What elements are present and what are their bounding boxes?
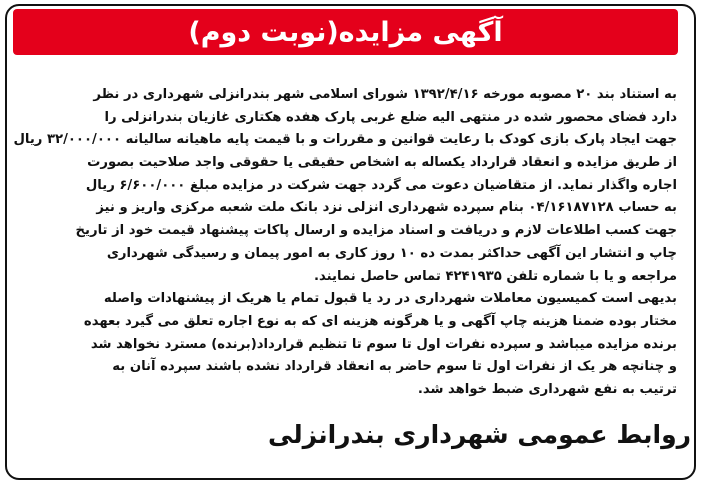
notice-line-3: جهت ایجاد پارک بازی کودک با رعایت قوانین و مقررات و با قیمت پایه ماهیانه سالیانه ۳۲/۰۰۰/۰۰۰ ریال <box>13 132 677 148</box>
notice-line-2: دارد فضای محصور شده در منتهی الیه ضلع غربی پارک هفده هکتاری غازیان بندرانزلی را <box>104 109 677 125</box>
notice-line-1: به استناد بند ۲۰ مصوبه مورخه ۱۳۹۲/۴/۱۶ شورای اسلامی شهر بندرانزلی شهرداری در نظر <box>93 87 677 102</box>
notice-line-13: و چنانچه هر یک از نفرات اول تا سوم حاضر به انعقاد قرارداد نشده باشند سپرده آنان به <box>112 359 677 375</box>
notice-body <box>12 84 677 402</box>
notice-title-banner <box>13 9 678 55</box>
notice-line-4: از طریق مزایده و انعقاد قرارداد یکساله به اشخاص حقیقی یا حقوقی واجد صلاحیت بصورت <box>87 155 677 171</box>
notice-title: آگهی مزایده(نوبت دوم) <box>188 16 503 48</box>
notice-line-6: به حساب ۰۴/۱۶۱۸۷۱۲۸ بنام سپرده شهرداری انزلی نزد بانک ملت شعبه مرکزی واریز و نیز <box>96 200 677 216</box>
notice-line-10: بدیهی است کمیسیون معاملات شهرداری در رد یا قبول تمام یا هریک از پیشنهادات واصله <box>103 291 677 307</box>
notice-line-11: مختار بوده ضمنا هزینه چاپ آگهی و یا هرگونه هزینه ای که به نوع اجاره تعلق می گیرد بعهده <box>83 313 677 329</box>
notice-signature: روابط عمومی شهرداری بندرانزلی <box>267 420 691 449</box>
notice-line-5: اجاره واگذار نماید. از متقاضیان دعوت می گردد جهت شرکت در مزایده مبلغ ۶/۶۰۰/۰۰۰ ریال <box>85 177 677 193</box>
notice-line-14: ترتیب به نفع شهرداری ضبط خواهد شد. <box>417 381 677 397</box>
notice-line-9: مراجعه و یا با شماره تلفن ۴۲۴۱۹۳۵ تماس حاصل نمایند. <box>314 268 677 284</box>
notice-line-8: چاپ و انتشار این آگهی حداکثر بمدت ده ۱۰ روز کاری به امور پیمان و رسیدگی شهرداری <box>106 245 677 261</box>
notice-line-7: جهت کسب اطلاعات لازم و دریافت و اسناد مزایده و ارسال پاکات پیشنهاد قیمت خود از تاریخ <box>75 223 677 239</box>
notice-line-12: برنده مزایده میباشد و سپرده نفرات اول تا سوم تا تنظیم قرارداد(برنده) مسترد نخواهد شد <box>90 336 677 352</box>
